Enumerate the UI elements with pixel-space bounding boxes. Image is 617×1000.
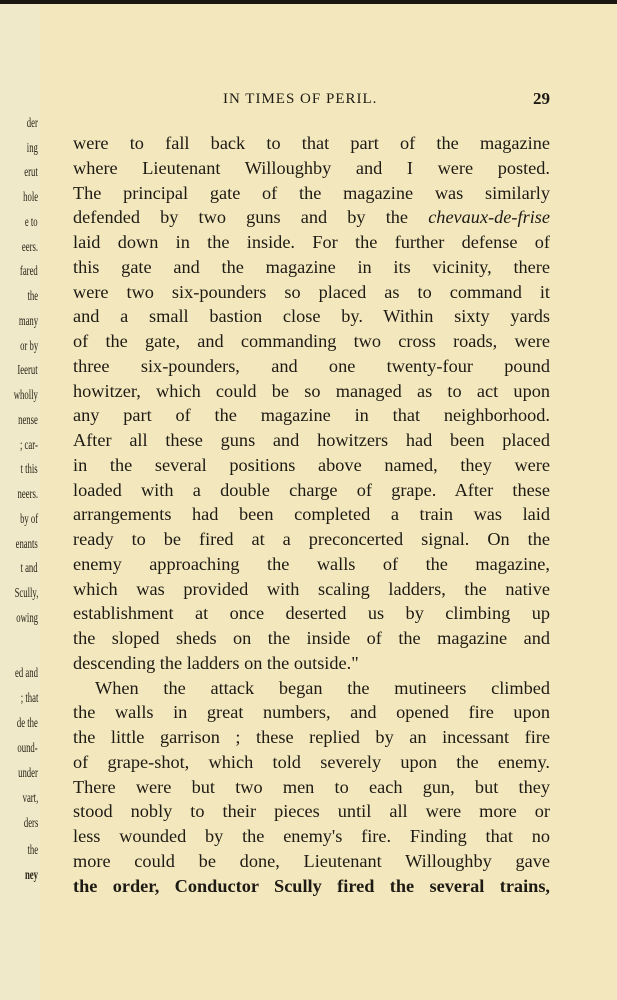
text-line: were two six-pounders so placed as to command it (73, 281, 550, 302)
margin-fragment: ound- (17, 741, 38, 756)
text-line: were to fall back to that part of the magazine (73, 133, 550, 153)
text-line: the sloped sheds on the inside of the magazine and (73, 628, 550, 648)
text-line: ready to be fired at a preconcerted signal. On the (73, 529, 550, 549)
text-line: howitzer, which could be so managed as to act upon (73, 380, 550, 401)
margin-fragment: under (18, 766, 38, 781)
margin-fragment: the (27, 843, 38, 858)
text-line: There were but two men to each gun, but they (73, 776, 550, 797)
page-header (73, 89, 550, 113)
margin-fragment: ing (26, 141, 38, 156)
text-line: of the gate, and commanding two cross roads, were (73, 331, 550, 351)
text-line: any part of the magazine in that neighborhood. (73, 405, 550, 426)
text-line: in the several positions above named, they were (73, 454, 550, 475)
margin-fragment: or by (19, 339, 38, 354)
text-line: establishment at once deserted us by climbing up (73, 603, 550, 624)
text-line: arrangements had been completed a train was laid (73, 504, 550, 525)
text-line: descending the ladders on the outside." (73, 652, 359, 673)
margin-fragment: fared (20, 264, 38, 279)
margin-fragment: hole (23, 190, 38, 205)
margin-fragment: many (18, 314, 38, 329)
text-line: this gate and the magazine in its vicinity, there (73, 256, 550, 277)
margin-fragment: enants (15, 537, 38, 552)
text-line: three six-pounders, and one twenty-four pound (73, 355, 550, 376)
body-text (73, 131, 550, 898)
text-line: less wounded by the enemy's fire. Finding that no (73, 826, 550, 846)
text-line: where Lieutenant Willoughby and I were posted. (73, 157, 550, 178)
text-line: the order, Conductor Scully fired the several trains, (73, 875, 550, 896)
text-line: enemy approaching the walls of the magazine, (73, 553, 550, 574)
text-line: of grape-shot, which told severely upon the enemy. (73, 751, 550, 772)
margin-fragment: t and (20, 561, 38, 576)
text-line: defended by two guns and by the chevaux-de-frise (73, 207, 550, 228)
text-line: stood nobly to their pieces until all were more or (73, 801, 550, 822)
margin-fragment: erut (24, 165, 38, 180)
margin-fragment: Scully, (14, 586, 38, 601)
margin-fragment: owing (16, 611, 38, 626)
facing-page-margin (0, 4, 40, 1000)
margin-fragment: ; car- (20, 438, 38, 453)
margin-fragment: de the (17, 716, 38, 731)
margin-fragment: the (27, 289, 38, 304)
margin-fragment: nense (18, 413, 38, 428)
scan-top-edge (0, 0, 617, 4)
text-line: loaded with a double charge of grape. After these (73, 479, 550, 500)
margin-fragment: ; that (20, 691, 38, 706)
text-line: After all these guns and howitzers had been placed (73, 430, 550, 450)
text-line: the walls in great numbers, and opened fire upon (73, 702, 550, 723)
text-line: When the attack began the mutineers climbed (95, 677, 550, 698)
margin-fragment: Ieerut (17, 363, 38, 378)
margin-fragment: t this (20, 462, 38, 477)
text-line: The principal gate of the magazine was similarly (73, 182, 550, 203)
margin-fragment: ney (24, 868, 38, 883)
running-title: IN TIMES OF PERIL. (223, 91, 378, 107)
text-line: which was provided with scaling ladders, the native (73, 578, 550, 599)
margin-fragment: eers. (21, 240, 38, 255)
text-line: the little garrison ; these replied by an incessant fire (73, 727, 550, 747)
text-line: more could be done, Lieutenant Willoughby gave (73, 850, 550, 871)
text-line: and a small bastion close by. Within sixty yards (73, 306, 550, 327)
margin-fragment: wholly (13, 388, 38, 403)
margin-fragment: neers. (17, 487, 38, 502)
page-number: 29 (533, 89, 550, 108)
margin-fragment: vart, (22, 791, 38, 806)
margin-fragment: by of (19, 512, 38, 527)
margin-fragment: e to (25, 215, 38, 230)
text-line: laid down in the inside. For the further defense of (73, 232, 550, 252)
margin-fragment: ders (23, 816, 38, 831)
margin-fragment: ed and (15, 666, 38, 681)
margin-fragment: der (26, 116, 38, 131)
